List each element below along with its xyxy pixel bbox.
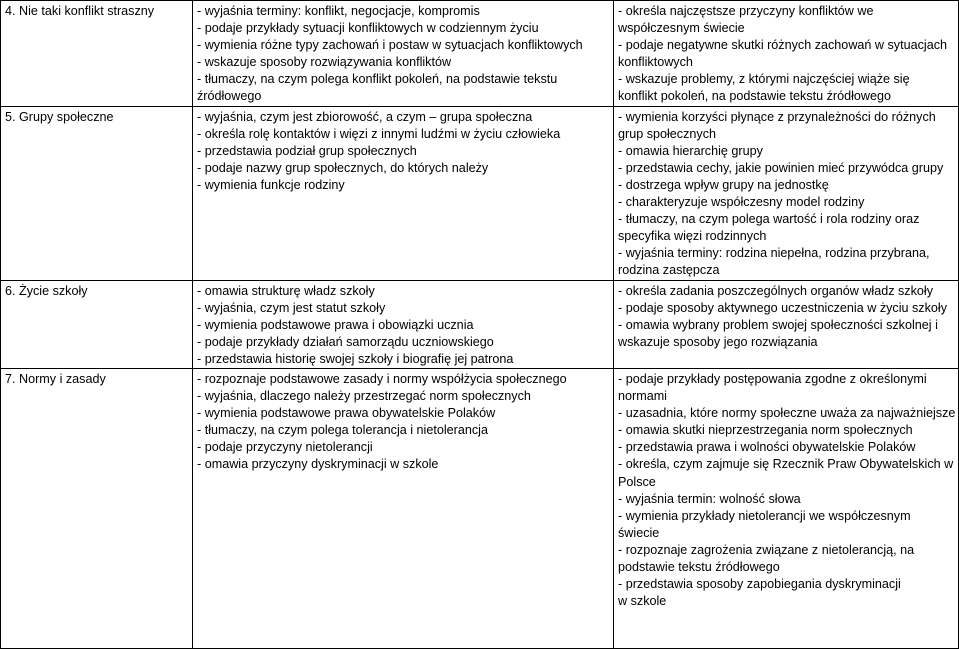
list-item: - wskazuje sposoby rozwiązywania konfliktów xyxy=(197,55,452,70)
list-item: - przedstawia cechy, jakie powinien mieć przywódca grupy xyxy=(618,160,944,175)
basic-requirements-cell xyxy=(193,106,614,280)
list-item: - wyjaśnia terminy: konflikt, negocjacje, kompromis xyxy=(197,4,480,18)
list-item: - wymienia różne typy zachowań i postaw w sytuacjach konfliktowych xyxy=(197,38,583,53)
list-item: - omawia wybrany problem swojej społeczności szkolnej i xyxy=(618,317,938,332)
topic-cell xyxy=(1,368,193,648)
table-row xyxy=(1,1,959,107)
list-item: podstawie tekstu źródłowego xyxy=(618,560,780,574)
list-item: - podaje przykłady sytuacji konfliktowych w codziennym życiu xyxy=(197,21,539,36)
list-item: - podaje negatywne skutki różnych zachowań w sytuacjach xyxy=(618,38,948,53)
table-row xyxy=(1,368,959,648)
table-row xyxy=(1,280,959,368)
list-item: - wskazuje problemy, z którymi najczęściej wiąże się xyxy=(618,72,910,87)
list-item: - podaje przykłady działań samorządu uczniowskiego xyxy=(197,334,494,349)
basic-requirements-cell xyxy=(193,1,614,107)
list-item: - podaje nazwy grup społecznych, do których należy xyxy=(197,160,489,175)
list-item: - wyjaśnia, dlaczego należy przestrzegać norm społecznych xyxy=(197,389,531,404)
list-item: współczesnym świecie xyxy=(618,21,745,36)
list-item: - określa rolę kontaktów i więzi z innymi ludźmi w życiu człowieka xyxy=(197,126,561,141)
list-item: - wyjaśnia termin: wolność słowa xyxy=(618,491,801,506)
list-item: - rozpoznaje zagrożenia związane z nietolerancją, na xyxy=(618,542,915,557)
extended-requirements-cell xyxy=(614,280,959,368)
basic-requirements-cell xyxy=(193,280,614,368)
list-item: - wymienia korzyści płynące z przynależności do różnych xyxy=(618,109,936,124)
list-item: - przedstawia podział grup społecznych xyxy=(197,143,417,158)
topic-label: 4. Nie taki konflikt straszny xyxy=(5,4,155,18)
topic-label: 7. Normy i zasady xyxy=(5,371,106,386)
list-item: grup społecznych xyxy=(618,126,717,141)
list-item: - omawia skutki nieprzestrzegania norm społecznych xyxy=(618,423,913,438)
list-item: - omawia hierarchię grupy xyxy=(618,143,763,158)
list-item: - przedstawia historię swojej szkoły i biografię jej patrona xyxy=(197,351,514,366)
list-item: - przedstawia prawa i wolności obywatelskie Polaków xyxy=(618,440,916,455)
list-item: - określa, czym zajmuje się Rzecznik Praw Obywatelskich w xyxy=(618,457,954,472)
list-item: - tłumaczy, na czym polega konflikt pokoleń, na podstawie tekstu xyxy=(197,72,558,87)
extended-requirements-cell xyxy=(614,368,959,648)
topic-cell xyxy=(1,1,193,107)
list-item: w szkole xyxy=(618,594,667,609)
list-item: - podaje przykłady postępowania zgodne z określonymi xyxy=(618,371,927,386)
list-item: - podaje przyczyny nietolerancji xyxy=(197,440,373,455)
list-item: - określa najczęstsze przyczyny konfliktów we xyxy=(618,4,874,18)
extended-requirements-cell xyxy=(614,106,959,280)
table-row xyxy=(1,106,959,280)
list-item: - podaje sposoby aktywnego uczestniczenia w życiu szkoły xyxy=(618,300,947,315)
topic-cell xyxy=(1,106,193,280)
list-item: - wyjaśnia, czym jest zbiorowość, a czym – grupa społeczna xyxy=(197,109,533,124)
basic-requirements-cell xyxy=(193,368,614,648)
list-item: - omawia przyczyny dyskryminacji w szkole xyxy=(197,457,439,472)
list-item: - uzasadnia, które normy społeczne uważa za najważniejsze xyxy=(618,406,956,421)
topic-cell xyxy=(1,280,193,368)
list-item: - wyjaśnia terminy: rodzina niepełna, rodzina przybrana, xyxy=(618,246,930,261)
topic-label: 6. Życie szkoły xyxy=(5,283,88,298)
list-item: - wyjaśnia, czym jest statut szkoły xyxy=(197,300,386,315)
list-item: - tłumaczy, na czym polega tolerancja i nietolerancja xyxy=(197,423,488,438)
list-item: specyfika więzi rodzinnych xyxy=(618,229,767,244)
list-item: - tłumaczy, na czym polega wartość i rola rodziny oraz xyxy=(618,212,920,227)
list-item: - przedstawia sposoby zapobiegania dyskryminacji xyxy=(618,577,901,592)
list-item: świecie xyxy=(618,525,660,540)
list-item: źródłowego xyxy=(197,89,262,104)
list-item: - wymienia podstawowe prawa i obowiązki ucznia xyxy=(197,317,474,332)
list-item: - dostrzega wpływ grupy na jednostkę xyxy=(618,177,829,192)
list-item: rodzina zastępcza xyxy=(618,263,720,278)
list-item: normami xyxy=(618,389,667,404)
list-item: wskazuje sposoby jego rozwiązania xyxy=(618,334,818,349)
list-item: Polsce xyxy=(618,474,656,489)
list-item: - omawia strukturę władz szkoły xyxy=(197,283,375,298)
list-item: - charakteryzuje współczesny model rodziny xyxy=(618,195,865,210)
list-item: - rozpoznaje podstawowe zasady i normy współżycia społecznego xyxy=(197,371,567,386)
list-item: - wymienia podstawowe prawa obywatelskie Polaków xyxy=(197,406,496,421)
list-item: - wymienia funkcje rodziny xyxy=(197,177,345,192)
list-item: konfliktowych xyxy=(618,55,693,70)
list-item: - wymienia przykłady nietolerancji we współczesnym xyxy=(618,508,911,523)
list-item: konflikt pokoleń, na podstawie tekstu źródłowego xyxy=(618,89,892,104)
list-item: - określa zadania poszczególnych organów władz szkoły xyxy=(618,283,934,298)
extended-requirements-cell xyxy=(614,1,959,107)
topic-label: 5. Grupy społeczne xyxy=(5,109,114,124)
